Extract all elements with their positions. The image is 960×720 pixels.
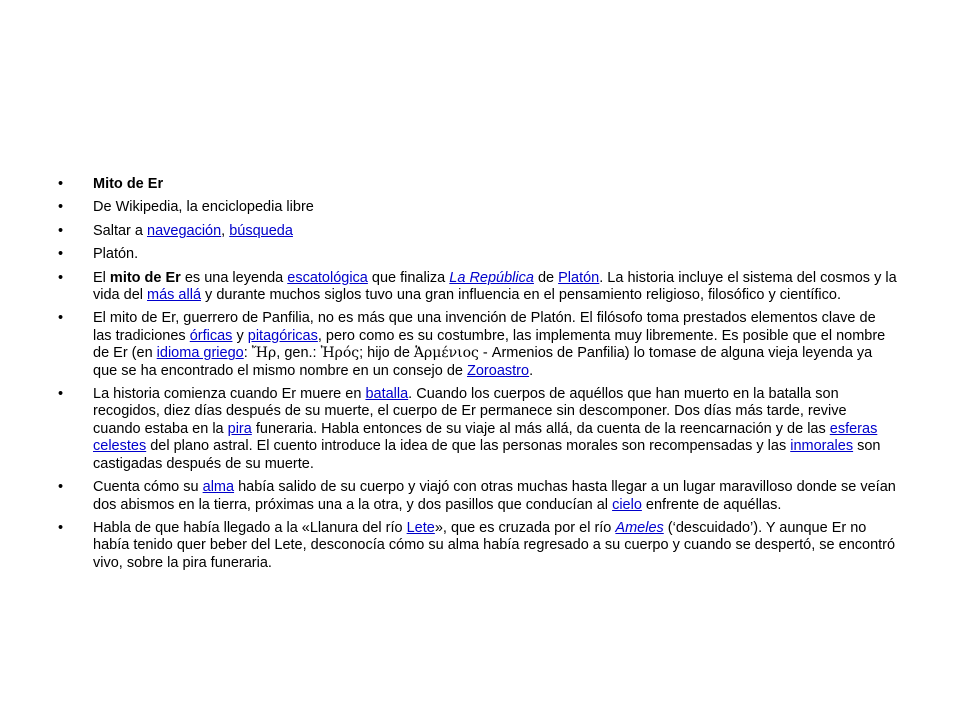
link-ameles[interactable] (615, 520, 663, 536)
text: La historia comienza cuando Er muere en (93, 386, 366, 403)
text: , gen.: (276, 345, 321, 362)
text: funeraria. Habla entonces de su viaje al más allá, da cuenta de la reencarnación y de las (251, 420, 830, 437)
nav-separator: , (221, 222, 230, 239)
text: Habla de que había llegado a la «Llanura del río (93, 519, 407, 536)
link-navegacion[interactable]: navegación (147, 222, 222, 239)
link-esferas-celestes[interactable]: esferas celestes (93, 420, 878, 455)
bullet-list (58, 176, 898, 578)
page-subtitle: De Wikipedia, la enciclopedia libre (93, 199, 314, 216)
text: ; hijo de (359, 345, 414, 362)
greek-text: Ἁρμένιος (413, 345, 479, 362)
link-platon[interactable]: Platón (558, 269, 600, 286)
greek-text: Ἤρ (251, 345, 277, 362)
link-mas-alla[interactable]: más allá (147, 287, 202, 304)
text: son castigadas después de su muerte. (93, 438, 881, 472)
paragraph-soul (58, 479, 898, 514)
link-zoroastro[interactable]: Zoroastro (467, 362, 530, 379)
bullet-dot: • (58, 176, 64, 192)
bullet-dot: • (58, 386, 64, 403)
bullet-dot: • (58, 269, 64, 286)
greek-text: Ἠρός (320, 345, 360, 362)
text: es una leyenda (180, 269, 288, 286)
text: El mito de Er, guerrero de Panfilia, no es más que una invención de Platón. El filósofo toma prestados elementos clave de las tradiciones (93, 310, 876, 344)
bullet-dot: • (58, 222, 64, 239)
link-busqueda[interactable]: búsqueda (229, 222, 293, 239)
text: de (533, 269, 559, 286)
link-la-republica[interactable] (449, 270, 534, 286)
link-alma[interactable]: alma (202, 479, 235, 496)
text: - Armenios de Panfilia) lo tomase de alguna vieja leyenda ya que se ha encontrado el mismo nombre en un consejo de (93, 345, 873, 379)
link-la-republica-text: La República (449, 269, 534, 286)
text: y durante muchos siglos tuvo una gran influencia en el pensamiento religioso, filosófico y científico. (201, 287, 841, 304)
bullet-dot: • (58, 310, 64, 327)
text: enfrente de aquéllas. (641, 496, 782, 513)
bullet-dot: • (58, 519, 64, 536)
platon-caption: Platón. (93, 246, 139, 263)
text: », que es cruzada por el río (434, 519, 616, 536)
link-pira[interactable]: pira (227, 420, 252, 437)
bullet-dot: • (58, 246, 64, 263)
text: El (93, 269, 110, 286)
bold-term: mito de Er (109, 269, 181, 286)
link-idioma-griego[interactable]: idioma griego (156, 345, 244, 362)
text: . Cuando los cuerpos de aquéllos que han muerto en la batalla son recogidos, diez días después de su muerte, el cuerpo de Er permanece sin descomponer. Dos días más tarde, revive cuando estaba en la (93, 386, 847, 437)
text: . (529, 362, 534, 379)
paragraph-origin (58, 310, 898, 380)
text: , pero como es su costumbre, las implementa muy libremente. Es posible que el nombre de Er (en (93, 327, 886, 362)
link-escatologica[interactable]: escatológica (287, 269, 368, 286)
link-orficas[interactable]: órficas (189, 327, 233, 344)
text: había salido de su cuerpo y viajó con otras muchas hasta llegar a un lugar maravilloso donde se veían dos abismos en la tierra, próximas una a la otra, y dos pasillos que conducían al (93, 479, 896, 513)
paragraph-intro (58, 270, 898, 305)
link-inmorales[interactable]: inmorales (790, 438, 854, 455)
text: (‘descuidado’). Y aunque Er no había tenido quer beber del Lete, desconocía cómo su alma había regresado a su cuerpo y cuando se despertó, se encontró vivo, sobre la pira funeraria. (93, 519, 896, 571)
bullet-dot: • (58, 479, 64, 496)
text: que finaliza (367, 269, 450, 286)
bullet-dot: • (58, 199, 64, 216)
link-batalla[interactable]: batalla (365, 386, 409, 403)
list-item-subtitle (58, 199, 898, 216)
text: . La historia incluye el sistema del cosmos y la vida del (93, 269, 897, 304)
nav-prefix: Saltar a (93, 222, 147, 239)
paragraph-lete (58, 520, 898, 572)
link-cielo[interactable]: cielo (612, 496, 642, 513)
text: Cuenta cómo su (93, 479, 203, 496)
list-item-title (58, 176, 898, 193)
text: del plano astral. El cuento introduce la idea de que las personas morales son recompensadas y las (146, 438, 791, 455)
text: y (232, 327, 248, 344)
list-item-nav (58, 223, 898, 240)
list-item-platon (58, 246, 898, 263)
paragraph-story (58, 386, 898, 473)
link-pitagoricas[interactable]: pitagóricas (247, 327, 318, 344)
text: : (243, 345, 252, 362)
link-lete[interactable]: Lete (406, 519, 435, 536)
link-ameles-text: Ameles (615, 519, 664, 536)
page-title: Mito de Er (93, 176, 164, 192)
